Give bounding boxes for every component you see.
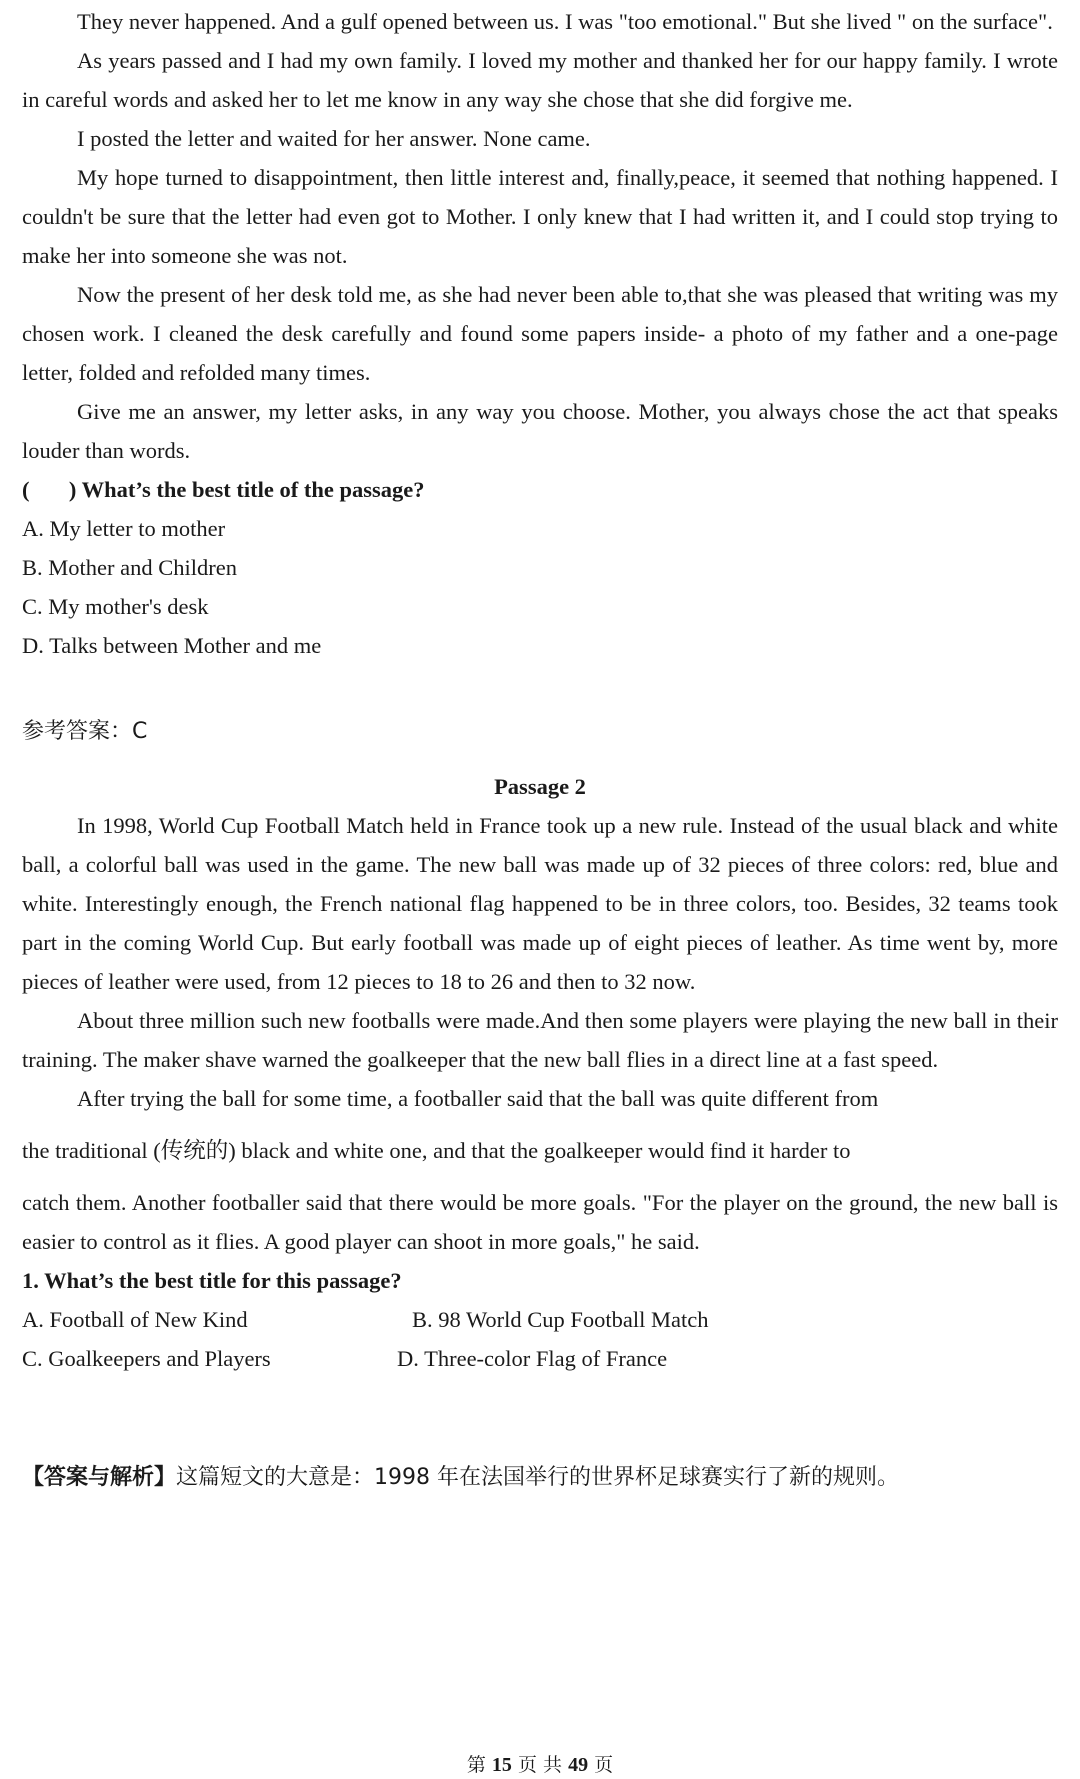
option-b: B. 98 World Cup Football Match — [412, 1307, 709, 1332]
option-d: D. Three-color Flag of France — [397, 1346, 668, 1371]
paragraph: In 1998, World Cup Football Match held in France took up a new rule. Instead of the usual black and white ball, a colorful ball was used in the game. The new ball was made up of 32 pieces of three colors: red, blue and white. Interestingly enough, the French national flag happened to be in three colors, too. Besides, 32 teams took part in the coming World Cup. But early football was made up of eight pieces of leather. As time went by, more pieces of leather were used, from 12 pieces to 18 to 26 and then to 32 now. — [22, 813, 1058, 994]
question-stem: 1. What’s the best title for this passage? — [22, 1268, 402, 1293]
paragraph: My hope turned to disappointment, then little interest and, finally,peace, it seemed that nothing happened. I couldn't be sure that the letter had even got to Mother. I only knew that I had written it, and I could stop trying to make her into someone she was not. — [22, 165, 1058, 268]
answer-analysis — [22, 1460, 1058, 1491]
option-c: C. Goalkeepers and Players — [22, 1346, 271, 1371]
page-footer — [0, 1750, 1080, 1777]
analysis-text: 这篇短文的大意是：1998 年在法国举行的世界杯足球赛实行了新的规则。 — [176, 1465, 899, 1490]
total-pages: 49 — [568, 1754, 589, 1776]
option-c: C. My mother's desk — [22, 594, 209, 619]
footer-suffix: 页 — [594, 1754, 614, 1776]
paragraph-line: catch them. Another footballer said that there would be more goals. "For the player on the ground, the new ball is easier to control as it flies. A good player can shoot in more goals," he said. — [22, 1190, 1058, 1254]
paragraph-line: the traditional (传统的) black and white one, and that the goalkeeper would find it harder to — [22, 1138, 851, 1163]
option-a: A. My letter to mother — [22, 516, 226, 541]
paragraph: About three million such new footballs were made.And then some players were playing the new ball in their training. The maker shave warned the goalkeeper that the new ball flies in a direct line at a fast speed. — [22, 1008, 1058, 1072]
passage-1 — [22, 2, 1058, 665]
footer-middle: 页 共 — [517, 1754, 563, 1776]
reference-answer: 参考答案：C — [22, 719, 148, 744]
option-d: D. Talks between Mother and me — [22, 633, 322, 658]
analysis-label: 【答案与解析】 — [22, 1465, 177, 1490]
option-a: A. Football of New Kind — [22, 1307, 248, 1332]
passage-title: Passage 2 — [494, 774, 586, 799]
question-stem: ( ) What’s the best title of the passage? — [22, 477, 425, 502]
options-row — [22, 1300, 1058, 1339]
paragraph: Give me an answer, my letter asks, in any way you choose. Mother, you always chose the act that speaks louder than words. — [22, 399, 1058, 463]
paragraph-line: After trying the ball for some time, a footballer said that the ball was quite different from — [77, 1086, 879, 1111]
option-b: B. Mother and Children — [22, 555, 237, 580]
paragraph: I posted the letter and waited for her answer. None came. — [77, 126, 591, 151]
footer-prefix: 第 — [466, 1754, 486, 1776]
options-row — [22, 1339, 1058, 1378]
paragraph: Now the present of her desk told me, as she had never been able to,that she was pleased that writing was my chosen work. I cleaned the desk carefully and found some papers inside- a photo of my father and a one-page letter, folded and refolded many times. — [22, 282, 1058, 385]
document-page — [22, 0, 1058, 1491]
page-number: 15 — [491, 1754, 512, 1776]
paragraph: They never happened. And a gulf opened between us. I was "too emotional." But she lived " on the surface". — [77, 9, 1053, 34]
passage-2 — [22, 767, 1058, 1378]
paragraph: As years passed and I had my own family. I loved my mother and thanked her for our happy family. I wrote in careful words and asked her to let me know in any way she chose that she did forgive me. — [22, 48, 1058, 112]
